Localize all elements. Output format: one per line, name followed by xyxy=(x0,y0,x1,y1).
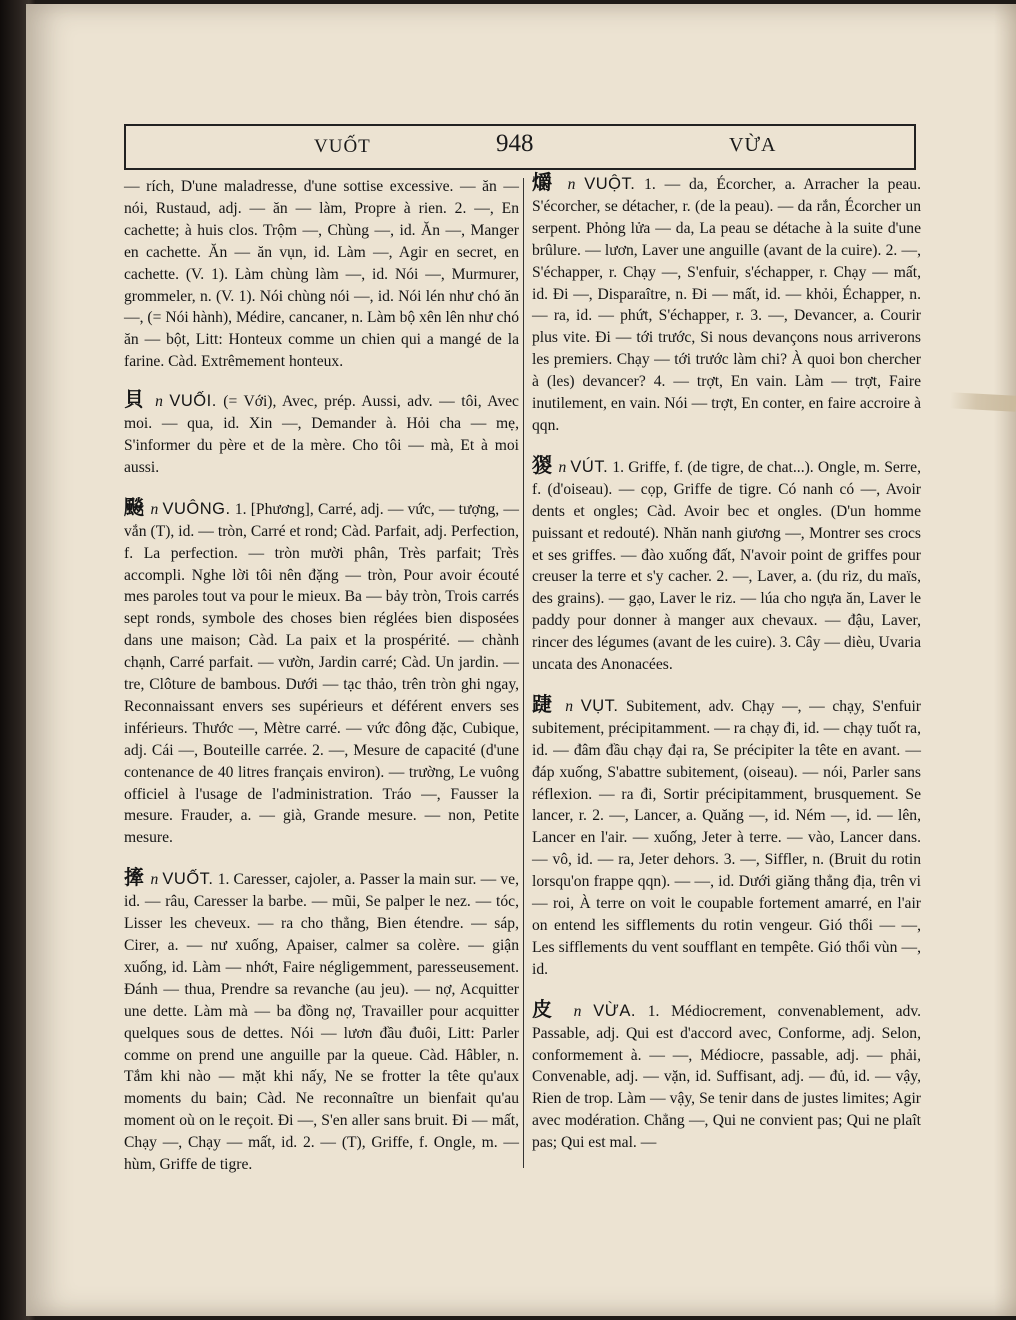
chinese-character: 飈 xyxy=(124,494,145,519)
entry-vuot-2: 爝 n VUỘT. 1. — da, Écorcher, a. Arracher la peau. S'écorcher, se détacher, r. (de la peau). — da rắn, Écorcher un serpent. Phỏng lửa — da, La peau se détache à la suite d'une brûlure. — lươn, Laver une anguille (avant de la cuire). 2. —, S'échapper, r. Chạy —, S'enfuir, s'échapper, r. Chạy — mất, id. Đi —, Disparaître, n. Đi — mất, id. — khỏi, Échapper, n. — ra, id. — phứt, S'échapper, r. 3. —, Devancer, a. Courir plus vite. Đi — tới trước, Si nous devançons nous arriverons les premiers. Chạy — tới trước làm chi? À quoi bon chercher à (les) devancer? 4. — trợt, En vain. Làm — trợt, Faire inutilement, en vain. Nói — trợt, En conter, en faire accroire à qqn. xyxy=(532,170,921,434)
headword: VUỘT. xyxy=(584,175,636,193)
page-tear xyxy=(950,392,1016,411)
page-number: 948 xyxy=(496,130,534,157)
entry-text: Subitement, adv. Chạy —, — chạy, S'enfuir subitement, précipitamment. — ra chạy đi, id. — chạy tuốt ra, id. — đâm đầu chạy đại ra, Se précipiter la tête en avant. — đáp xuống, S'abattre subitement, (oiseau). — nói, Parler sans réflexion. — ra đi, Sortir précipitamment, brusquement. Se lancer, r. 2. —, Lancer, a. Quăng —, id. Ném —, id. — lên, Lancer en l'air. — xuống, Jeter à terre. — vào, Lancer dans. — vô, id. — ra, Jeter dehors. 3. —, Siffler, n. (Bruit du rotin lorsqu'on frappe qqn). — —, id. Dưới giăng thẳng địa, trên vi — roi, À terre on voit le coupable fortement amarré, en l'air on entend les sifflements du rotin vengeur. Gió thổi — —, Les sifflements du vent soufflant en tempête. Gió thổi vùn —, id. xyxy=(532,697,921,978)
page-edge-shadow xyxy=(994,4,1016,1316)
chinese-character: 貝 xyxy=(124,387,147,412)
entry-text: (= Với), Avec, prép. Aussi, adv. — tôi, Avec moi. — qua, id. Xin —, Demander à. Hỏi cha — mẹ, S'informer du père et de la mère. Cho tôi — mà, Et à moi aussi. xyxy=(124,393,519,476)
headword: VỪA. xyxy=(593,1001,636,1020)
chinese-character: 踕 xyxy=(532,691,556,716)
headword: VÚT. xyxy=(570,457,609,476)
entry-text: — rích, D'une maladresse, d'une sottise excessive. — ăn — nói, Rustaud, adj. — ăn — làm, Propre à rien. 2. —, En cachette; à huis clos. Trộm —, Chùng —, id. Ăn —, Manger en cachette. Ăn — ăn vụn, id. Làm —, Agir en secret, en cachette. (V. 1). Làm chùng làm —, id. Nói —, Murmurer, grommeler, n. (V. 1). Nói chùng nói —, id. Nói lén như chó ăn —, (= Nói hành), Médire, cancaner, n. Làm bộ xên lên như chó ăn — bột, Litt: Honteux comme un chien qui a mangé de la farine. Càd. Extrêmement honteux. xyxy=(124,178,519,371)
header-rule-left xyxy=(124,124,126,170)
header-first-word: VUỐT xyxy=(314,136,371,157)
headword: VỤT. xyxy=(580,696,619,715)
entry-vua: 皮 n VỪA. 1. Médiocrement, convenablement, adv. Passable, adj. Qui est d'accord avec, Conforme, adj. Selon, conformement à. — —, Médiocre, passable, adj. — phải, Convenable, adj. — vặn, id. Suffisant, adj. — đủ, id. — vậy, Rien de trop. Làm — vậy, Se tenir dans de justes limites; Agir avec modération. Chẳng —, Qui ne convient pas; Qui ne plaît pas; Qui est mal. — xyxy=(532,996,922,1152)
headword: VUÔNG. xyxy=(162,499,231,518)
entry-text: 1. Griffe, f. (de tigre, de chat...). Ongle, m. Serre, f. (d'oiseau). — cọp, Griffe de tigre. Có nanh có —, Avoir dents et ongles; Càd. Avoir bec et ongles. (D'un homme puissant et redouté). Nhăn nanh giương —, Montrer ses crocs et ses griffes. — đào xuống đất, N'avoir point de griffes pour creuser la terre et s'y cacher. 2. —, Laver, a. (du riz, du maïs, des grains). — gạo, Laver le riz. — lúa cho ngựa ăn, Laver le paddy pour donner à manger aux chevaux. — đậu, Laver, rincer des légumes (avant de les cuire). 3. Cây — dièu, Uvaria uncata des Anonacées. xyxy=(532,458,922,674)
entry-vut-2: 踕 n VỤT. Subitement, adv. Chạy —, — chạy, S'enfuir subitement, précipitamment. — ra chạy đi, id. — chạy tuốt ra, id. — đâm đầu chạy đại ra, Se précipiter la tête en avant. — đáp xuống, S'abattre subitement, (oiseau). — nói, Parler sans réflexion. — ra đi, Sortir précipitamment, brusquement. Se lancer, r. 2. —, Lancer, a. Quăng —, id. Ném —, id. — lên, Lancer en l'air. — xuống, Jeter à terre. — vào, Lancer dans. — vô, id. — ra, Jeter dehors. 3. —, Siffler, n. (Bruit du rotin lorsqu'on frappe qqn). — —, id. Dưới giăng thẳng địa, trên vi — roi, À terre on voit le coupable fortement amarré, en l'air on entend les sifflements du rotin vengeur. Gió thổi — —, Les sifflements du vent soufflant en tempête. Gió thổi vùn —, id. xyxy=(532,691,921,978)
right-column xyxy=(532,172,921,1160)
chinese-character: 爝 xyxy=(532,170,557,194)
entry-continuation xyxy=(124,176,519,373)
header-last-word: VỪA xyxy=(729,134,777,156)
header-rule-bottom xyxy=(124,168,916,170)
entry-text: 1. Caresser, cajoler, a. Passer la main sur. — ve, id. — râu, Caresser la barbe. — mũi, Se palper le nez. — tóc, Lisser les cheveux. — ra cho thẳng, Bien étendre. — sáp, Cirer, a. — nư xuống, Apaiser, calmer sa colère. — giận xuống, id. Làm — nhớt, Faire négligemment, paresseusement. Đánh — thua, Prendre sa revanche (au jeu). — nợ, Acquitter une dette. Làm mà — ba đồng nợ, Travailler pour acquitter quelques sous de dettes. Nói — lươn đầu đuôi, Litt: Parler comme on prend une anguille par la queue. Càd. Hâbler, n. Tắm khi nào — mặt khi nấy, Ne se frotter la tête qu'aux moments du bain; Càd. Ne reconnaître un bienfait qu'au moment où on le reçoit. Đi —, S'en aller sans bruit. Đi — mất, Chạy —, Chạy — mất, id. 2. — (T), Griffe, f. Ongle, m. — hùm, Griffe de tigre. xyxy=(124,871,519,1174)
chinese-character: 撁 xyxy=(124,865,145,890)
left-column xyxy=(124,176,519,1182)
header-rule-right xyxy=(914,124,916,170)
column-divider xyxy=(523,178,524,1168)
chinese-character: 猣 xyxy=(532,452,553,477)
headword: VUỐI. xyxy=(169,392,217,411)
entry-vuoi: 貝 n VUỐI. (= Với), Avec, prép. Aussi, adv. — tôi, Avec moi. — qua, id. Xin —, Demander à. Hỏi cha — mẹ, S'informer du père et de la mère. Cho tôi — mà, Et à moi aussi. xyxy=(124,387,519,476)
entry-vuot: 撁 n VUỐT. 1. Caresser, cajoler, a. Passer la main sur. — ve, id. — râu, Caresser la barbe. — mũi, Se palper le nez. — tóc, Lisser les cheveux. — ra cho thẳng, Bien étendre. — sáp, Cirer, a. — nư xuống, Apaiser, calmer sa colère. — giận xuống, id. Làm — nhớt, Faire négligemment, paresseusement. Đánh — thua, Prendre sa revanche (au jeu). — nợ, Acquitter une dette. Làm mà — ba đồng nợ, Travailler pour acquitter quelques sous de dettes. Nói — lươn đầu đuôi, Litt: Parler comme on prend une anguille par la queue. Càd. Hâbler, n. Tắm khi nào — mặt khi nấy, Ne se frotter la tête qu'aux moments du bain; Càd. Ne reconnaître un bienfait qu'au moment où on le reçoit. Đi —, S'en aller sans bruit. Đi — mất, Chạy —, Chạy — mất, id. 2. — (T), Griffe, f. Ongle, m. — hùm, Griffe de tigre. xyxy=(124,865,519,1174)
header-rule-top xyxy=(124,124,916,126)
entry-vuong: 飈 n VUÔNG. 1. [Phương], Carré, adj. — vức, — tượng, — vắn (T), id. — tròn, Carré et rond; Càd. Parfait, adj. Perfection, f. La perfection. — tròn mười phân, Très parfait; Très accompli. Nghe lời tôi nên đặng — tròn, Pour avoir écouté mes paroles tout va pour le mieux. Ba — bảy tròn, Trois carrés sept ronds, symbole des choses bien réglées bien disposées dans une maison; Càd. La paix et la prospérité. — chành chạnh, Carré parfait. — vườn, Jardin carré; Càd. Un jardin. — tre, Clôture de bambous. Dưới — tạc thảo, trên tròn ghi ngay, Reconnaissant envers ses supérieurs et déférent envers ses inférieurs. Thước —, Mètre carré. — vức đông đặc, Cubique, adj. Cái —, Bouteille carrée. 2. —, Mesure de capacité (d'une contenance de 40 litres français environ). — trường, Le vuông officiel à l'usage de l'administration. Tráo —, Fausser la mesure. Frauder, a. — già, Grande mesure. — non, Petite mesure. xyxy=(124,494,519,847)
running-header xyxy=(124,114,916,174)
headword: VUỐT. xyxy=(162,870,214,889)
entry-text: 1. — da, Écorcher, a. Arracher la peau. S'écorcher, se détacher, r. (de la peau). — da rắn, Écorcher un serpent. Phỏng lửa — da, La peau se détache à la suite d'une brûlure. — lươn, Laver une anguille (avant de la cuire). 2. —, S'échapper, r. Chạy —, S'enfuir, s'échapper, r. Chạy — mất, id. Đi —, Disparaître, n. Đi — mất, id. — khỏi, Échapper, n. — ra, id. — phứt, S'échapper, r. 3. —, Devancer, a. Courir plus vite. Đi — tới trước, Si nous devançons nous arriverons les premiers. Chạy — tới trước làm chi? À quoi bon chercher à (les) devancer? 4. — trợt, En vain. Làm — trợt, Faire inutilement, en vain. Nói — trợt, En conter, en faire accroire à qqn. xyxy=(532,176,921,434)
chinese-character: 皮 xyxy=(532,996,560,1021)
entry-text: 1. [Phương], Carré, adj. — vức, — tượng, — vắn (T), id. — tròn, Carré et rond; Càd. Parfait, adj. Perfection, f. La perfection. — tròn mười phân, Très parfait; Très accompli. Nghe lời tôi nên đặng — tròn, Pour avoir écouté mes paroles tout va pour le mieux. Ba — bảy tròn, Trois carrés sept ronds, symbole des choses bien réglées bien disposées dans une maison; Càd. La paix et la prospérité. — chành chạnh, Carré parfait. — vườn, Jardin carré; Càd. Un jardin. — tre, Clôture de bambous. Dưới — tạc thảo, trên tròn ghi ngay, Reconnaissant envers ses supérieurs et déférent envers ses inférieurs. Thước —, Mètre carré. — vức đông đặc, Cubique, adj. Cái —, Bouteille carrée. 2. —, Mesure de capacité (d'une contenance de 40 litres français environ). — trường, Le vuông officiel à l'usage de l'administration. Tráo —, Fausser la mesure. Frauder, a. — già, Grande mesure. — non, Petite mesure. xyxy=(124,500,519,847)
entry-text: 1. Médiocrement, convenablement, adv. Passable, adj. Qui est d'accord avec, Conforme, adj. Selon, conformement à. — —, Médiocre, passable, adj. — phải, Convenable, adj. — vặn, id. Suffisant, adj. — đủ, id. — vậy, Rien de trop. Làm — vậy, Se tenir dans de justes limites; Agir avec modération. Chẳng —, Qui ne convient pas; Qui ne plaît pas; Qui est mal. — xyxy=(532,1002,922,1152)
entry-vut: 猣 n VÚT. 1. Griffe, f. (de tigre, de chat...). Ongle, m. Serre, f. (d'oiseau). — cọp, Griffe de tigre. Có nanh có —, Avoir dents et ongles; Càd. Avoir bec et ongles. (D'un homme puissant et redouté). Nhăn nanh giương —, Montrer ses crocs et ses griffes. — đào xuống đất, N'avoir point de griffes pour creuser la terre et s'y cacher. 2. —, Laver, a. (du riz, du maïs, des grains). — gạo, Laver le riz. — lúa cho ngựa ăn, Laver le paddy pour donner à manger aux chevaux. — đậu, Laver, rincer des légumes (avant de les cuire). 3. Cây — dièu, Uvaria uncata des Anonacées. xyxy=(532,452,922,674)
